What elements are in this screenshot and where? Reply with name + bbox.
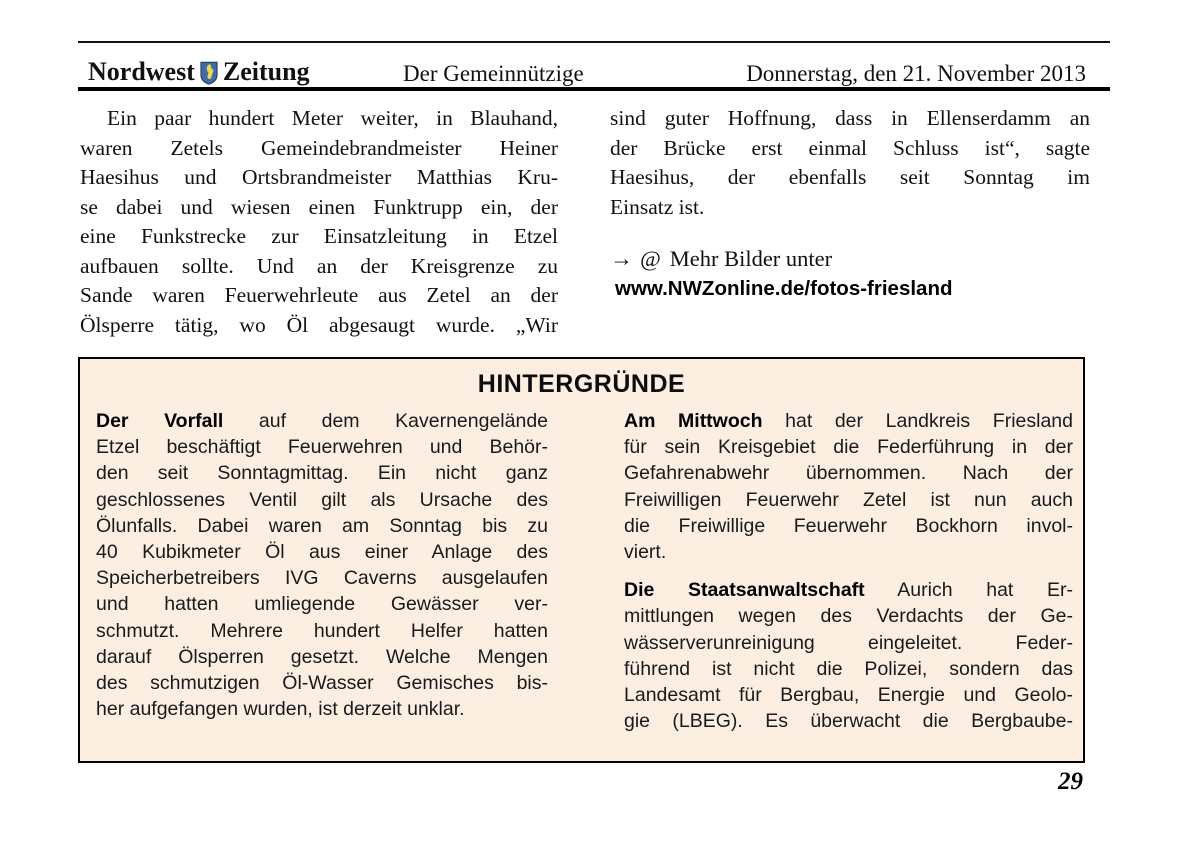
text-line: viert.	[624, 541, 667, 564]
text-line: mittlungen wegen des Verdachts der Ge-	[624, 605, 1073, 628]
infobox-column-right	[624, 408, 1073, 734]
article-column-left	[80, 104, 558, 340]
text-line: se dabei und wiesen einen Funktrupp ein, der	[80, 194, 558, 219]
infobox-title: HINTERGRÜNDE	[477, 370, 686, 398]
text-line: 40 Kubikmeter Öl aus einer Anlage des	[96, 541, 548, 564]
text-line: sind guter Hoffnung, dass in Ellenserdamm an	[610, 106, 1090, 130]
article-right-text	[610, 104, 1090, 222]
background-infobox	[78, 357, 1085, 763]
text-line: Der Vorfall auf dem Kavernengelände	[96, 410, 549, 432]
brand-right: Zeitung	[222, 57, 310, 86]
text-line: aufbauen sollte. Und an der Kreisgrenze zu	[80, 253, 558, 278]
text-line: waren Zetels Gemeindebrandmeister Heiner	[80, 135, 558, 160]
text-line: eine Funkstrecke zur Einsatzleitung in Etzel	[80, 224, 558, 248]
text-line: wässerverunreinigung eingeleitet. Feder-	[624, 631, 1073, 654]
brand-name	[88, 59, 310, 85]
text-line: Landesamt für Bergbau, Energie und Geolo-	[624, 684, 1073, 707]
masthead	[78, 50, 1110, 85]
infobox-paragraph-mittwoch	[624, 408, 1073, 565]
masthead-rule-top	[78, 41, 1110, 43]
at-icon: @	[640, 246, 661, 271]
text-line: Haesihus, der ebenfalls seit Sonntag im	[610, 165, 1090, 189]
text-line: führend ist nicht die Polizei, sondern das	[624, 657, 1073, 680]
text-line: Freiwilligen Feuerwehr Zetel ist nun auch	[624, 488, 1073, 511]
brand-left: Nordwest	[88, 57, 195, 86]
right-arrow-icon: →	[610, 246, 633, 271]
infobox-column-left	[96, 408, 548, 734]
text-line: Die Staatsanwaltschaft Aurich hat Er-	[624, 579, 1073, 602]
page-number: 29	[1058, 768, 1083, 795]
article-body	[80, 104, 1090, 340]
masthead-rule-bottom	[78, 87, 1110, 91]
text-line: gie (LBEG). Es überwacht die Bergbaube-	[624, 710, 1073, 733]
more-photos-line	[610, 244, 1090, 274]
text-line: geschlossenes Ventil gilt als Ursache des	[96, 488, 548, 511]
article-column-right	[610, 104, 1090, 340]
nwz-crest-icon	[200, 61, 218, 85]
text-line: Einsatz ist.	[610, 194, 705, 219]
infobox-columns	[80, 399, 1083, 734]
text-line: die Freiwillige Feuerwehr Bockhorn invol-	[624, 514, 1073, 537]
text-line: Am Mittwoch hat der Landkreis Friesland	[624, 410, 1073, 432]
text-line: schmutzt. Mehrere hundert Helfer hatten	[96, 619, 548, 642]
infobox-paragraph-staatsanwaltschaft	[624, 577, 1073, 734]
text-line: her aufgefangen wurden, ist derzeit unklar.	[96, 698, 465, 721]
text-line: Ein paar hundert Meter weiter, in Blauhand,	[107, 106, 558, 130]
text-line: Etzel beschäftigt Feuerwehren und Behör-	[96, 436, 548, 459]
more-photos-note	[610, 244, 1090, 303]
text-line: und hatten umliegende Gewässer ver-	[96, 593, 548, 616]
more-photos-url: www.NWZonline.de/fotos-friesland	[615, 277, 953, 300]
issue-date: Donnerstag, den 21. November 2013	[746, 61, 1086, 86]
text-line: Ölunfalls. Dabei waren am Sonntag bis zu	[96, 514, 548, 537]
text-line: Haesihus und Ortsbrandmeister Matthias Kru-	[80, 165, 558, 189]
text-line: Speicherbetreibers IVG Caverns ausgelaufen	[96, 567, 548, 590]
text-line: Ölsperre tätig, wo Öl abgesaugt wurde. „Wir	[80, 312, 558, 337]
edition-title: Der Gemeinnützige	[403, 61, 584, 86]
text-line: Gefahrenabwehr übernommen. Nach der	[624, 462, 1073, 485]
text-line: der Brücke erst einmal Schluss ist“, sagte	[610, 135, 1090, 160]
more-photos-text: Mehr Bilder unter	[669, 246, 833, 271]
text-line: Sande waren Feuerwehrleute aus Zetel an der	[80, 283, 558, 307]
text-line: für sein Kreisgebiet die Federführung in der	[624, 436, 1073, 459]
text-line: des schmutzigen Öl-Wasser Gemisches bis-	[96, 672, 548, 695]
text-line: darauf Ölsperren gesetzt. Welche Mengen	[96, 645, 548, 668]
text-line: den seit Sonntagmittag. Ein nicht ganz	[96, 462, 548, 485]
